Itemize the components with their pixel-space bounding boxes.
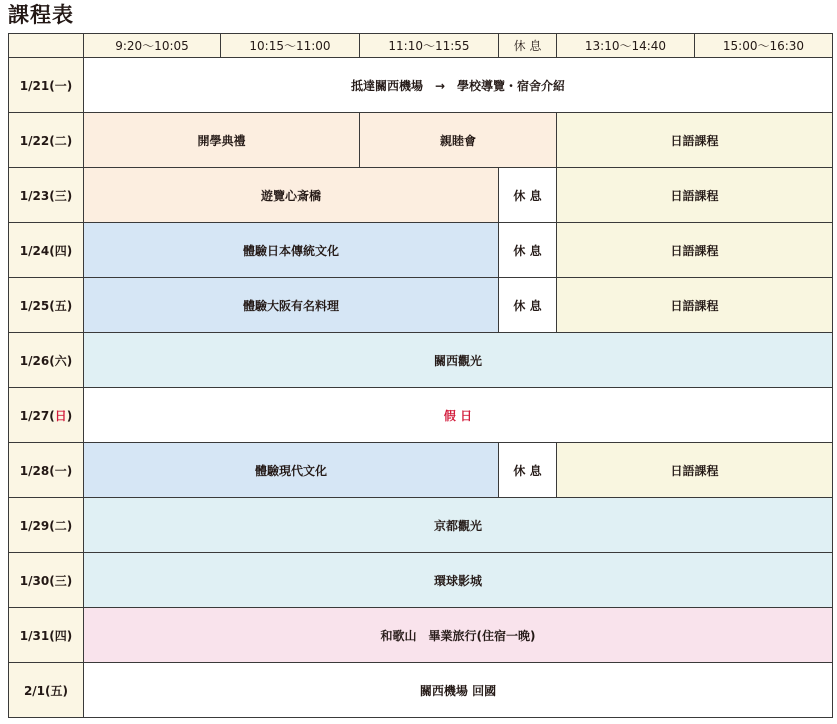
date-cell: 1/23(三) [9,168,84,223]
activity-cell: 環球影城 [84,553,833,608]
header-row [9,34,833,58]
table-row [9,388,833,443]
date-cell: 1/26(六) [9,333,84,388]
activity-cell: 京都觀光 [84,498,833,553]
activity-cell: 親睦會 [360,113,557,168]
activity-cell: 體驗現代文化 [84,443,499,498]
date-cell: 1/30(三) [9,553,84,608]
page-title: 課程表 [8,3,74,27]
activity-cell: 抵達關西機場 → 學校導覽・宿舍介紹 [84,58,833,113]
date-cell: 2/1(五) [9,663,84,718]
table-row [9,168,833,223]
table-row [9,553,833,608]
header-slot: 休 息 [499,34,557,58]
date-cell: 1/27(日) [9,388,84,443]
date-cell: 1/21(一) [9,58,84,113]
table-row [9,223,833,278]
table-row [9,443,833,498]
table-row [9,333,833,388]
activity-cell: 日語課程 [557,223,833,278]
table-row [9,663,833,718]
date-cell: 1/28(一) [9,443,84,498]
table-row [9,278,833,333]
table-row [9,608,833,663]
date-cell: 1/29(二) [9,498,84,553]
table-row [9,498,833,553]
header-slot: 10:15～11:00 [221,34,360,58]
holiday-cell: 假 日 [84,388,833,443]
table-row [9,58,833,113]
date-cell: 1/25(五) [9,278,84,333]
header-slot: 13:10～14:40 [557,34,695,58]
header-slot: 11:10～11:55 [360,34,499,58]
header-corner [9,34,84,58]
sunday-label: 日 [54,408,67,423]
activity-cell: 開學典禮 [84,113,360,168]
header-slot: 9:20～10:05 [84,34,221,58]
activity-cell: 體驗大阪有名料理 [84,278,499,333]
break-cell: 休 息 [499,443,557,498]
activity-cell: 體驗日本傳統文化 [84,223,499,278]
date-cell: 1/22(二) [9,113,84,168]
activity-cell: 日語課程 [557,443,833,498]
activity-cell: 關西觀光 [84,333,833,388]
break-cell: 休 息 [499,223,557,278]
table-row [9,113,833,168]
activity-cell: 和歌山 畢業旅行(住宿一晚) [84,608,833,663]
activity-cell: 日語課程 [557,278,833,333]
break-cell: 休 息 [499,278,557,333]
break-cell: 休 息 [499,168,557,223]
date-cell: 1/31(四) [9,608,84,663]
schedule-table [8,33,833,718]
activity-cell: 遊覽心斎橋 [84,168,499,223]
header-slot: 15:00～16:30 [695,34,833,58]
date-cell: 1/24(四) [9,223,84,278]
activity-cell: 日語課程 [557,168,833,223]
activity-cell: 日語課程 [557,113,833,168]
activity-cell: 關西機場 回國 [84,663,833,718]
